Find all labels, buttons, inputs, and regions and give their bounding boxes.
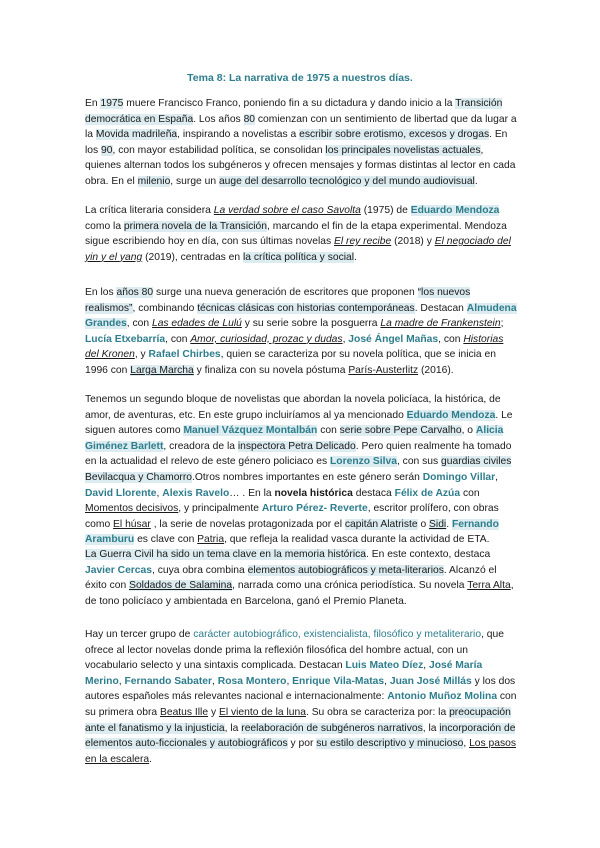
highlight-incorporacion: incorporación de elementos auto-ficcionales y autobiográficos — [85, 722, 516, 750]
author-diez: Luis Mateo Díez — [345, 660, 424, 672]
text: (2018) y — [391, 236, 435, 248]
book-viento: El viento de la luna — [218, 706, 306, 718]
book-larga-marcha: Larga Marcha — [130, 364, 194, 376]
author-mendoza: Eduardo Mendoza — [406, 409, 496, 421]
book-husar: El húsar — [113, 518, 151, 530]
text: , — [342, 333, 349, 345]
highlight-reelaboracion: reelaboración de subgéneros narrativos — [241, 722, 423, 734]
author-reverte: Arturo Pérez- Reverte — [261, 503, 368, 515]
text: . — [474, 175, 478, 187]
author-ravelo: Alexis Ravelo — [162, 487, 230, 499]
text: , escritor prolífero, con obras como — [85, 503, 499, 530]
text: , surge un — [170, 175, 219, 187]
text: . En los — [85, 129, 508, 156]
author-barlett: Alicia Giménez Barlett — [85, 425, 504, 452]
book-sidi: Sidi — [429, 518, 447, 530]
text: y — [208, 706, 219, 718]
text: . Destacan — [414, 302, 467, 314]
highlight-guardias: guardias civiles Bevilacqua y Chamorro — [85, 456, 512, 483]
text: .Otros nombres importantes en este género serán — [192, 471, 423, 483]
author-silva: Lorenzo Silva — [330, 456, 397, 468]
author-manas: José Ángel Mañas — [348, 333, 439, 345]
text: o — [417, 518, 430, 530]
author-sabater: Fernando Sabater — [124, 675, 213, 687]
year-90: 90 — [101, 144, 113, 156]
text: , quienes alternan todos los subgéneros y ofrecen mensajes y formas distintas al lector en cada obra. En el — [85, 144, 516, 187]
book-beatus: Beatus Ille — [159, 706, 209, 718]
book-momentos: Momentos decisivos — [85, 503, 179, 515]
highlight-caracter: carácter autobiográfico, existencialista, filosófico y metaliterario — [193, 629, 482, 640]
text: , inspirando a novelistas a — [177, 129, 300, 141]
highlight-principales: los principales novelistas actuales — [325, 144, 481, 156]
text: surge una nueva generación de escritores que proponen — [153, 287, 418, 298]
text: , — [118, 675, 125, 687]
book-pasos: Los pasos en la escalera — [85, 738, 517, 765]
text: es clave con — [134, 534, 198, 546]
text: , — [156, 487, 163, 499]
text: como la — [85, 220, 124, 232]
text: . — [354, 251, 357, 263]
text: , de tono policíaco y ambientada en Barcelona, ganó el Premio Planeta. — [85, 580, 514, 607]
text: , que refleja la realidad vasca durante la actividad de ETA. — [224, 534, 490, 546]
highlight-critica: la crítica política y social — [243, 251, 355, 263]
text: , con mayor estabilidad política, se consolidan — [112, 144, 326, 156]
text: . — [446, 518, 452, 530]
highlight-transicion: Transición democrática en España — [85, 98, 503, 125]
book-rey: El rey recibe — [334, 236, 392, 248]
text: , marcando el fin de la etapa experimental. Mendoza sigue escribiendo hoy en día, con sus últimas novelas — [85, 220, 507, 248]
author-llorente: David Llorente — [85, 487, 157, 499]
text: , con — [126, 318, 152, 330]
highlight-preocupacion: preocupación ante el fanatismo y la injusticia — [85, 706, 511, 734]
text: comienzan con un sentimiento de libertad que da lugar a la — [85, 113, 517, 141]
highlight-estilo: su estilo descriptivo y minucioso — [316, 738, 464, 750]
text: , que ofrece al lector novelas donde prima la reflexión filosófica del hombre actual, con un vocabulario selecto y una sintaxis complicada. Destacan — [85, 629, 504, 672]
text: , — [384, 675, 390, 687]
book-patria: Patria — [197, 534, 225, 546]
highlight-tecnicas: técnicas clásicas con historias contemporáneas — [197, 302, 415, 314]
text: y los dos autores españoles más relevantes nacional e internacionalmente: — [85, 675, 516, 703]
highlight-guerra: La Guerra Civil ha sido un tema clave en la memoria histórica — [85, 549, 367, 560]
author-cercas: Javier Cercas — [85, 564, 152, 576]
heading-novela-historica: novela histórica — [274, 487, 353, 499]
highlight-primera: primera novela de la Transición — [123, 220, 268, 232]
text: , narrada como una crónica periodística. Su novela — [232, 580, 468, 592]
text: , combinando — [132, 302, 198, 314]
text: Hay un tercer grupo de — [85, 629, 194, 640]
book-lulu: Las edades de Lulú — [151, 318, 242, 330]
paragraph-intro — [85, 96, 517, 190]
text: , quien se caracteriza por su novela política, que se inicia en 1996 con — [85, 349, 496, 376]
text: y finaliza con su novela póstuma — [193, 364, 349, 376]
highlight-elementos: elementos autobiográficos y meta-literarios — [247, 564, 444, 576]
book-savolta: La verdad sobre el caso Savolta — [213, 205, 361, 216]
text: (1975) de — [360, 205, 411, 216]
highlight-movida: Movida madrileña — [95, 129, 178, 141]
highlight-alatriste: capitán Alatriste — [344, 518, 418, 530]
book-soldados: Soldados de Salamina — [129, 580, 233, 592]
text: con su primera obra — [85, 691, 517, 718]
page-title: Tema 8: La narrativa de 1975 a nuestros días. — [187, 72, 413, 84]
text: , con — [438, 333, 464, 345]
highlight-escribir: escribir sobre erotismo, excesos y drogas — [299, 129, 490, 141]
author-chirbes: Rafael Chirbes — [148, 349, 221, 361]
text: , — [286, 675, 293, 687]
text: , la serie de novelas protagonizada por el — [150, 518, 345, 530]
text: , — [423, 660, 429, 672]
author-vilamatas: Enrique Vila-Matas — [292, 675, 385, 687]
highlight-nuevos: “los nuevos realismos” — [85, 287, 471, 314]
author-azua: Félix de Azúa — [394, 487, 461, 499]
author-villar: Domingo Villar — [422, 471, 496, 483]
text: muere Francisco Franco, poniendo fin a su dictadura y dando inicio a la — [123, 98, 456, 109]
book-kronen: Historias del Kronen — [85, 333, 504, 361]
text: En — [85, 98, 101, 109]
text: destaca — [352, 487, 395, 499]
book-terra-alta: Terra Alta — [467, 580, 511, 592]
text: , — [495, 471, 499, 483]
paragraph-autobiografico — [85, 627, 517, 767]
book-paris: París-Austerlitz — [348, 364, 419, 376]
highlight-carvalho: serie sobre Pepe Carvalho — [339, 425, 462, 437]
text: . — [149, 753, 152, 765]
text: y por — [287, 738, 317, 750]
text: y su serie sobre la posguerra — [241, 318, 381, 330]
text: . Su obra se caracteriza por: la — [305, 706, 450, 718]
text: La crítica literaria considera — [85, 205, 214, 216]
author-montalban: Manuel Vázquez Montalbán — [183, 425, 318, 437]
text: (2016). — [418, 364, 454, 376]
text: , la — [422, 722, 440, 734]
author-merino: José María Merino — [85, 660, 483, 687]
author-mendoza: Eduardo Mendoza — [410, 205, 500, 216]
author-montero: Rosa Montero — [217, 675, 287, 687]
text: . Le siguen autores como — [85, 409, 513, 437]
text: con — [317, 425, 340, 437]
text: , creadora de la — [163, 440, 238, 452]
text: , — [463, 738, 470, 750]
book-negociado: El negociado del yin y el yang — [85, 236, 511, 263]
text: . Pero quien realmente ha tomado en la actualidad el relevo de este género policiaco es — [85, 440, 512, 468]
text: . Los años — [193, 113, 244, 125]
text: , cuya obra combina — [152, 564, 248, 576]
text: ; — [500, 318, 504, 330]
text: … . En la — [229, 487, 275, 499]
text: , y — [134, 349, 149, 361]
author-etxebarria: Lucía Etxebarría — [85, 333, 166, 345]
paragraph-guerra-civil — [85, 547, 517, 609]
text: , o — [461, 425, 476, 437]
text: con — [460, 487, 480, 499]
text: . En este contexto, destaca — [366, 549, 491, 560]
text: , y principalmente — [178, 503, 262, 515]
highlight-milenio: milenio — [137, 175, 171, 187]
text: (2019), centradas en — [142, 251, 243, 263]
paragraph-mendoza — [85, 203, 517, 265]
text: , la — [224, 722, 242, 734]
author-millas: Juan José Millás — [389, 675, 472, 687]
author-aramburu: Fernando Aramburu — [85, 518, 499, 546]
author-grandes: Almudena Grandes — [85, 302, 517, 330]
text: En los — [85, 287, 117, 298]
highlight-inspectora: inspectora Petra Delicado — [237, 440, 356, 452]
text: Tenemos un segundo bloque de novelistas que abordan la novela policíaca, la histórica, de amor, de aventuras, etc. En este grupo incluiríamos al ya mencionado — [85, 394, 501, 421]
text: , con sus — [396, 456, 442, 468]
text: , con — [165, 333, 191, 345]
author-molina: Antonio Muñoz Molina — [387, 691, 498, 703]
year-80: 80 — [243, 113, 256, 125]
book-amor: Amor, curiosidad, prozac y dudas — [190, 333, 343, 345]
paragraph-nuevos-realismos — [85, 285, 517, 379]
paragraph-policiaca — [85, 392, 517, 548]
book-frankenstein: La madre de Frankenstein — [380, 318, 501, 330]
text: . Alcanzó el éxito con — [85, 564, 497, 592]
text: , — [212, 675, 218, 687]
year-1975: 1975 — [100, 98, 124, 109]
highlight-anos-80: años 80 — [116, 287, 154, 298]
highlight-auge: auge del desarrollo tecnológico y del mundo audiovisual — [218, 175, 475, 187]
